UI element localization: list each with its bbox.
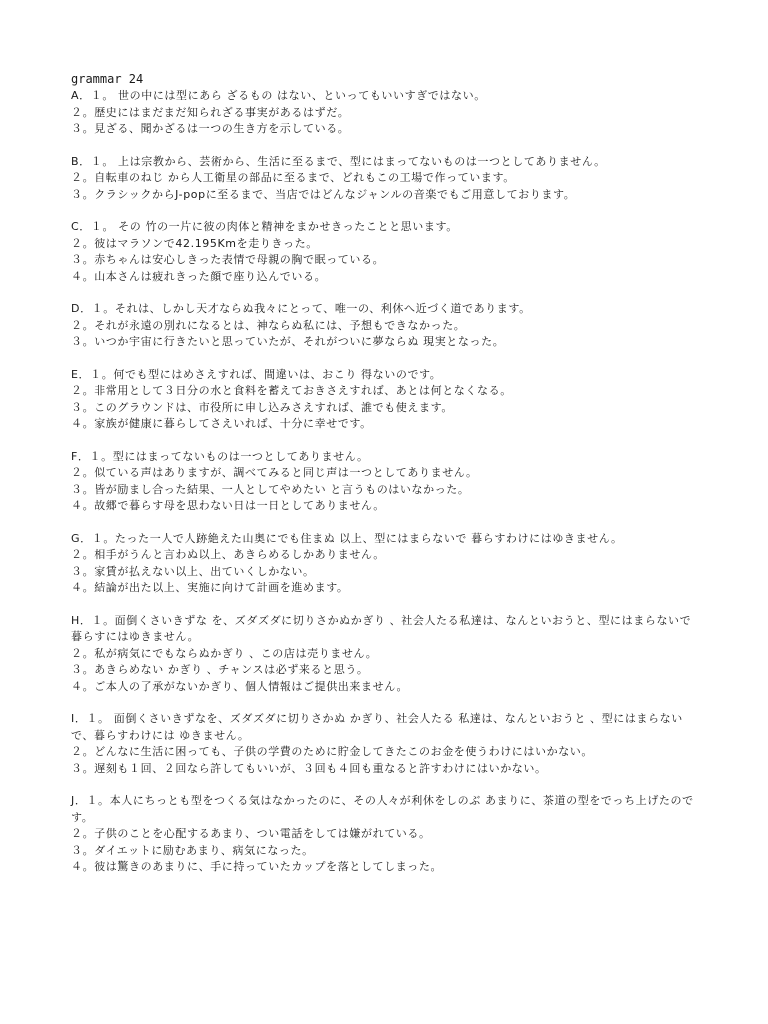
example-sentence: ４。彼は驚きのあまりに、手に持っていたカップを落としてしまった。 [71,860,443,873]
grammar-section [71,88,701,138]
example-sentence: D．１。それは、しかし天才ならぬ我々にとって、唯一の、利休へ近づく道であります。 [71,302,531,315]
example-sentence: ２。私が病気にでもならぬかぎり 、この店は売りません。 [71,646,378,660]
example-sentence: ３。クラシックからJ-popに至るまで、当店ではどんなジャンルの音楽でもご用意しております。 [71,187,576,201]
example-sentence: ４。結論が出た以上、実施に向けて計画を進めます。 [71,581,349,594]
example-sentence: ３。いつか宇宙に行きたいと思っていたが、それがついに夢ならぬ 現実となった。 [71,335,505,348]
example-sentence: ２。彼はマラソンで42.195Kmを走りきった。 [71,236,318,250]
example-sentence: ３。見ざる、聞かざるは一つの生き方を示している。 [71,122,350,135]
sections-container [71,88,701,876]
grammar-section [71,154,701,204]
example-sentence: ２。歴史にはまだまだ知られざる事実があるはずだ。 [71,105,350,119]
example-sentence: A．１。 世の中には型にあら ざるもの はない、といってもいいすぎではない。 [71,89,486,102]
example-sentence: G．１。たった一人で人跡絶えた山奥にでも住まぬ 以上、型にはまらないで 暮らすわけにはゆきません。 [71,531,623,545]
document-title: grammar 24 [71,72,144,86]
example-sentence: ３。あきらめない かぎり 、チャンスは必ず来ると思う。 [71,663,369,676]
example-sentence: ２。自転車のねじ から人工衛星の部品に至るまで、どれもこの工場で作っています。 [71,171,515,184]
grammar-section [71,613,701,696]
grammar-section [71,793,701,876]
example-sentence: I．１。 面倒くさいきずなを、ズダズダに切りさかぬ かぎり、社会人たる 私達は、なんといおうと 、型にはまらないで、暮らすわけには ゆきません。 [71,712,683,742]
example-sentence: H．１。面倒くさいきずな を、ズダズダに切りさかぬかぎり 、社会人たる私達は、なんといおうと、型にはまらないで 暮らすにはゆきません。 [71,613,696,643]
example-sentence: ４。家族が健康に暮らしてさえいれば、十分に幸せです。 [71,417,372,430]
document-page [71,71,701,892]
example-sentence: B．１。 上は宗教から、芸術から、生活に至るまで、型にはまってないものは一つとしてありません。 [71,154,606,168]
example-sentence: ２。それが永遠の別れになるとは、神ならぬ私には、予想もできなかった。 [71,318,466,332]
example-sentence: E．１。何でも型にはめさえすれば、間違いは、おこり 得ないのです。 [71,367,442,381]
grammar-section [71,367,701,433]
example-sentence: ３。皆が励まし合った結果、一人としてやめたい と言うものはいなかった。 [71,482,470,496]
grammar-section [71,301,701,351]
example-sentence: ３。遅刻も１回、２回なら許してもいいが、３回も４回も重なると許すわけにはいかない。 [71,761,547,775]
example-sentence: ２。子供のことを心配するあまり、つい電話をしては嫌がれている。 [71,827,431,840]
example-sentence: F．１。型にはまってないものは一つとしてありません。 [71,449,369,463]
grammar-section [71,711,701,777]
example-sentence: ２。非常用として３日分の水と食料を蓄えておきさえすれば、あとは何となくなる。 [71,384,512,397]
example-sentence: ２。相手がうんと言わぬ以上、あきらめるしかありません。 [71,548,385,561]
example-sentence: ４。ご本人の了承がないかぎり、個人情報はご提供出来ません。 [71,679,409,693]
example-sentence: ２。似ている声はありますが、調べてみると同じ声は一つとしてありません。 [71,466,478,479]
example-sentence: ４。山本さんは疲れきった顔で座り込んでいる。 [71,269,327,283]
example-sentence: ３。家賃が払えない以上、出ていくしかない。 [71,564,315,578]
grammar-section [71,531,701,597]
grammar-section [71,219,701,285]
example-sentence: ２。どんなに生活に困っても、子供の学費のために貯金してきたこのお金を使うわけにはいかない。 [71,745,593,758]
example-sentence: ４。故郷で暮らす母を思わない日は一日としてありません。 [71,499,385,512]
example-sentence: J．１。本人にちっとも型をつくる気はなかったのに、その人々が利休をしのぶ あまりに、茶道の型をでっち上げたのです。 [71,794,694,824]
example-sentence: ３。赤ちゃんは安心しきった表情で母親の胸で眠っている。 [71,253,385,266]
example-sentence: ３。このグラウンドは、市役所に申し込みさえすれば、誰でも使えます。 [71,400,453,414]
example-sentence: ３。ダイエットに励むあまり、病気になった。 [71,843,314,857]
grammar-section [71,449,701,515]
example-sentence: C．１。 その 竹の一片に彼の肉体と精神をまかせきったことと思います。 [71,220,458,233]
